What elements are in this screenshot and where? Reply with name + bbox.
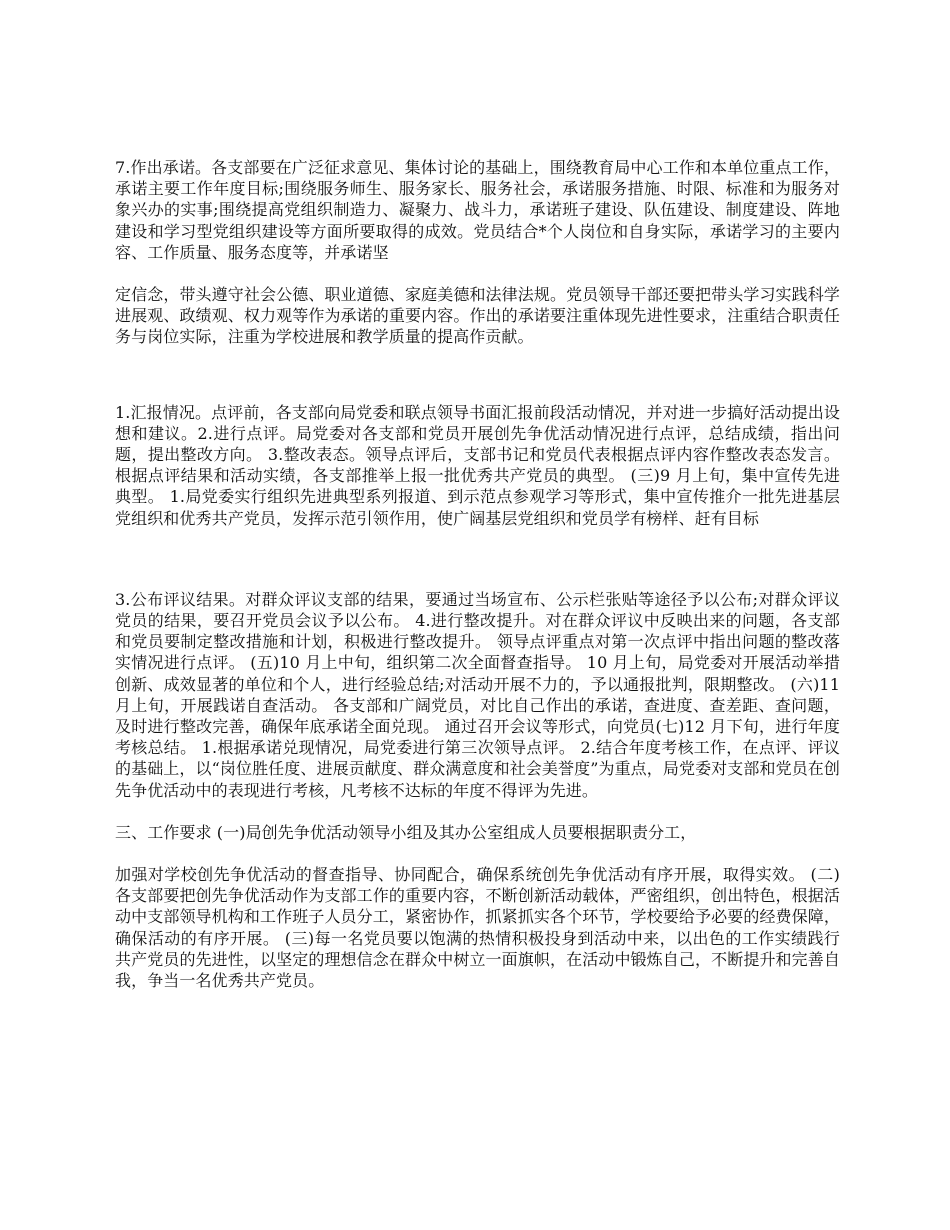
paragraph-requirements-heading: 三、工作要求 (一)局创先争优活动领导小组及其办公室组成人员要根据职责分工， <box>115 822 697 842</box>
section-gap <box>115 348 840 402</box>
paragraph-belief: 定信念，带头遵守社会公德、职业道德、家庭美德和法律法规。党员领导干部还要把带头学习实践科学进展观、政绩观、权力观等作为承诺的重要内容。作出的承诺要注重体现先进性要求，注重结合职责任务与岗位实际，注重为学校进展和教学质量的提高作贡献。 <box>115 285 840 347</box>
paragraph-report: 1.汇报情况。点评前，各支部向局党委和联点领导书面汇报前段活动情况，并对进一步搞好活动提出设想和建议。2.进行点评。局党委对各支部和党员开展创先争优活动情况进行点评，总结成绩，指出问题，提出整改方向。 3.整改表态。领导点评后，支部书记和党员代表根据点评内容作整改表态发言。 根据点评结果和活动实绩，各支部推举上报一批优秀共产党员的典型。 (三)9 月上旬，集中宣传先进典型。 1.局党委实行组织先进典型系列报道、到示范点参观学习等形式，集中宣传推介一批先进基层党组织和优秀共产党员，发挥示范引领作用，使广阔基层党组织和党员学有榜样、赶有目标 <box>115 402 840 528</box>
document-page <box>115 157 840 991</box>
paragraph-gap <box>115 801 840 822</box>
paragraph-requirements: 加强对学校创先争优活动的督查指导、协同配合，确保系统创先争优活动有序开展，取得实效。 (二)各支部要把创先争优活动作为支部工作的重要内容，不断创新活动载体，严密组织，创出特色，根据活动中支部领导机构和工作班子人员分工，紧密协作，抓紧抓实各个环节，学校要给予必要的经费保障，确保活动的有序开展。 (三)每一名党员要以饱满的热情积极投身到活动中来，以出色的工作实绩践行共产党员的先进性，以坚定的理想信念在群众中树立一面旗帜，在活动中锻炼自己，不断提升和完善自我，争当一名优秀共产党员。 <box>115 865 840 991</box>
paragraph-results: 3.公布评议结果。对群众评议支部的结果，要通过当场宣布、公示栏张贴等途径予以公布;对群众评议党员的结果，要召开党员会议予以公布。 4.进行整改提升。对在群众评议中反映出来的问题，各支部和党员要制定整改措施和计划，积极进行整改提升。 领导点评重点对第一次点评中指出问题的整改落实情况进行点评。 (五)10 月上中旬，组织第二次全面督查指导。 10 月上旬，局党委对开展活动举措创新、成效显著的单位和个人，进行经验总结;对活动开展不力的，予以通报批判，限期整改。 (六)11 月上旬，开展践诺自查活动。 各支部和广阔党员，对比自己作出的承诺，查进度、查差距、查问题，及时进行整改完善，确保年底承诺全面兑现。 通过召开会议等形式，向党员(七)12 月下旬，进行年度考核总结。 1.根据承诺兑现情况，局党委进行第三次领导点评。 2.结合年度考核工作，在点评、评议的基础上，以“岗位胜任度、进展贡献度、群众满意度和社会美誉度”为重点，局党委对支部和党员在创先争优活动中的表现进行考核，凡考核不达标的年度不得评为先进。 <box>115 589 840 800</box>
paragraph-gap <box>115 843 840 864</box>
paragraph-commitment: 7.作出承诺。各支部要在广泛征求意见、集体讨论的基础上，围绕教育局中心工作和本单位重点工作，承诺主要工作年度目标;围绕服务师生、服务家长、服务社会，承诺服务措施、时限、标准和为服务对象兴办的实事;围绕提高党组织制造力、凝聚力、战斗力，承诺班子建设、队伍建设、制度建设、阵地建设和学习型党组织建设等方面所要取得的成效。党员结合*个人岗位和自身实际，承诺学习的主要内容、工作质量、服务态度等，并承诺坚 <box>115 158 840 262</box>
paragraph-gap <box>115 263 840 284</box>
section-gap <box>115 529 840 589</box>
